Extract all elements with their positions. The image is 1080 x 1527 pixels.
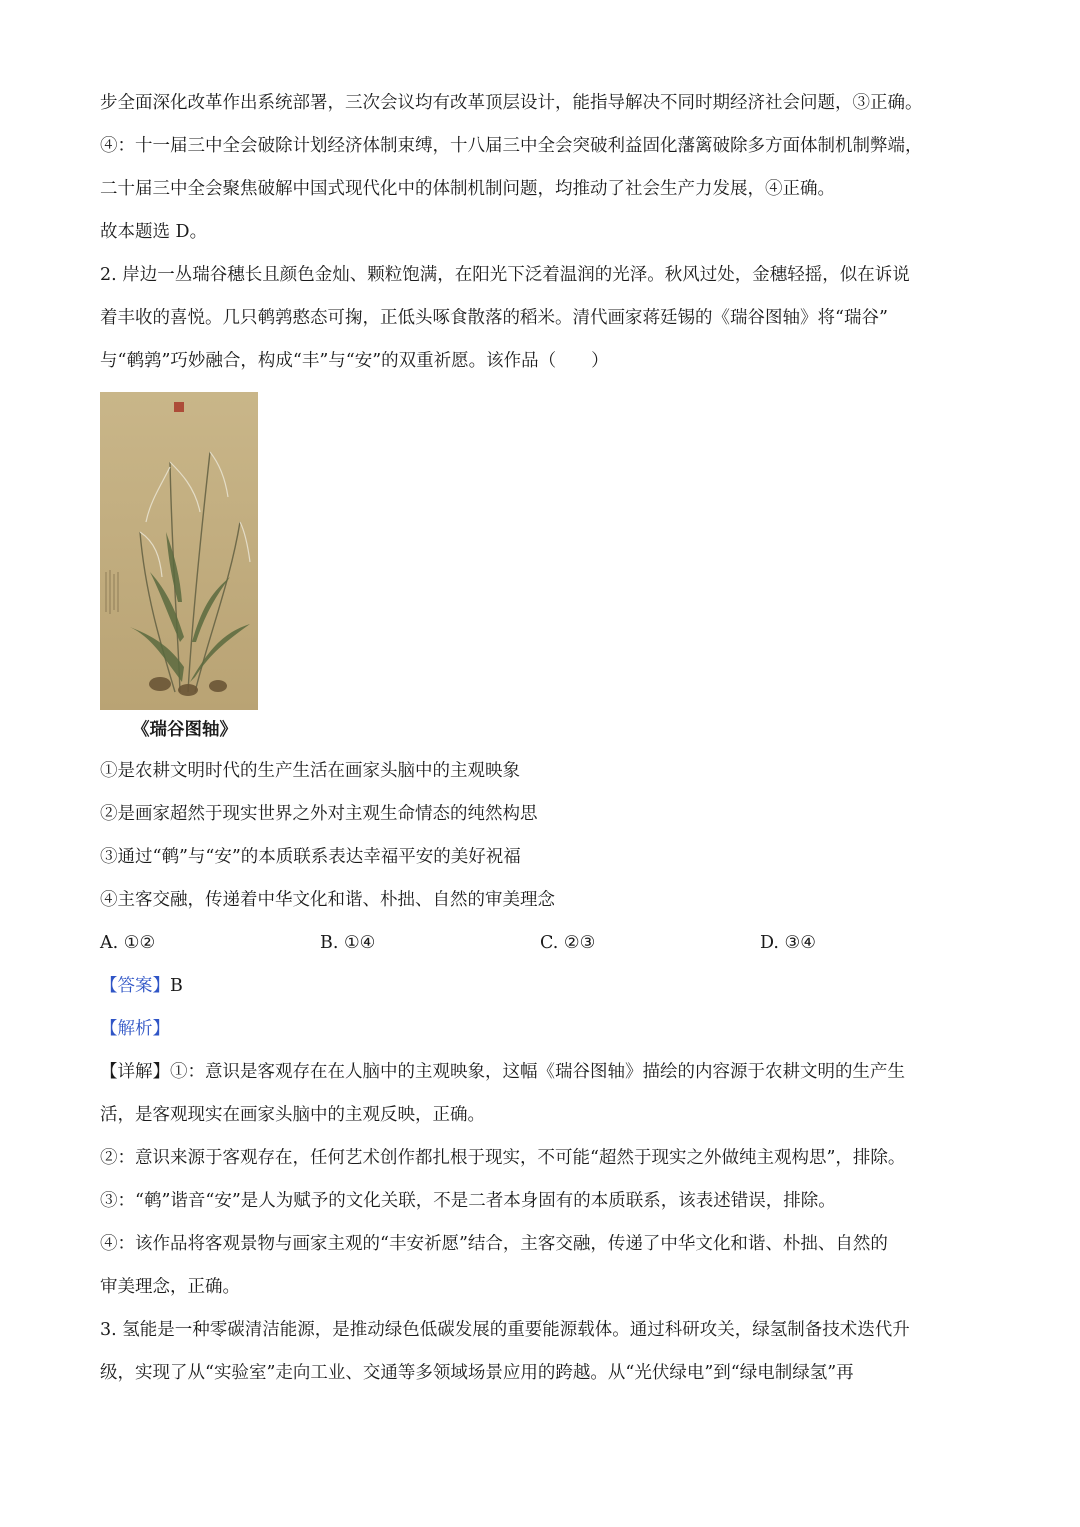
question-3-line: 3. 氢能是一种零碳清洁能源，是推动绿色低碳发展的重要能源载体。通过科研攻关，绿氢制备技术迭代升 (100, 1320, 910, 1340)
painting-caption: 《瑞谷图轴》 (132, 720, 237, 740)
question-2-line: 与“鹌鹑”巧妙融合，构成“丰”与“安”的双重祈愿。该作品（ ） (100, 351, 609, 371)
text-line: 二十届三中全会聚焦破解中国式现代化中的体制机制问题，均推动了社会生产力发展，④正确。 (100, 179, 835, 199)
detail-line (100, 1051, 984, 1094)
detail-line: 活，是客观现实在画家头脑中的主观反映，正确。 (100, 1105, 485, 1125)
analysis-label: 【解析】 (100, 1019, 170, 1039)
question-3-line: 级，实现了从“实验室”走向工业、交通等多领域场景应用的跨越。从“光伏绿电”到“绿电制绿氢”再 (100, 1363, 854, 1383)
statement-2: ②是画家超然于现实世界之外对主观生命情态的纯然构思 (100, 804, 538, 824)
answer-options (100, 922, 984, 965)
answer-value: B (170, 976, 183, 996)
option-a: A. ①② (100, 933, 156, 953)
document-page (100, 82, 984, 1395)
painting-illustration (100, 392, 258, 710)
text-line: 步全面深化改革作出系统部署，三次会议均有改革顶层设计，能指导解决不同时期经济社会问题，③正确。 (100, 93, 923, 113)
statement-1: ①是农耕文明时代的生产生活在画家头脑中的主观映象 (100, 761, 520, 781)
detail-text: ①：意识是客观存在在人脑中的主观映象，这幅《瑞谷图轴》描绘的内容源于农耕文明的生产生 (170, 1062, 905, 1082)
option-b: B. ①④ (320, 933, 376, 953)
detail-line: ③：“鹌”谐音“安”是人为赋予的文化关联，不是二者本身固有的本质联系，该表述错误，排除。 (100, 1191, 836, 1211)
detail-line: 审美理念，正确。 (100, 1277, 240, 1297)
statement-3: ③通过“鹌”与“安”的本质联系表达幸福平安的美好祝福 (100, 847, 521, 867)
text-line: ④：十一届三中全会破除计划经济体制束缚，十八届三中全会突破利益固化藩篱破除多方面体制机制弊端， (100, 136, 923, 156)
option-d: D. ③④ (760, 933, 816, 953)
statement-4: ④主客交融，传递着中华文化和谐、朴拙、自然的审美理念 (100, 890, 555, 910)
painting-image (100, 392, 258, 710)
question-2-line: 2. 岸边一丛瑞谷穗长且颜色金灿、颗粒饱满，在阳光下泛着温润的光泽。秋风过处，金穗轻摇，似在诉说 (100, 265, 910, 285)
question-2-line: 着丰收的喜悦。几只鹌鹑憨态可掬，正低头啄食散落的稻米。清代画家蒋廷锡的《瑞谷图轴》将“瑞谷” (100, 308, 888, 328)
detail-line: ④：该作品将客观景物与画家主观的“丰安祈愿”结合，主客交融，传递了中华文化和谐、朴拙、自然的 (100, 1234, 888, 1254)
answer-label: 【答案】 (100, 976, 170, 996)
analysis-line (100, 1008, 984, 1051)
detail-label: 【详解】 (100, 1062, 170, 1082)
option-c: C. ②③ (540, 933, 596, 953)
conclusion-line: 故本题选 D。 (100, 222, 208, 242)
detail-line: ②：意识来源于客观存在，任何艺术创作都扎根于现实，不可能“超然于现实之外做纯主观构思”，排除。 (100, 1148, 906, 1168)
answer-line (100, 965, 984, 1008)
